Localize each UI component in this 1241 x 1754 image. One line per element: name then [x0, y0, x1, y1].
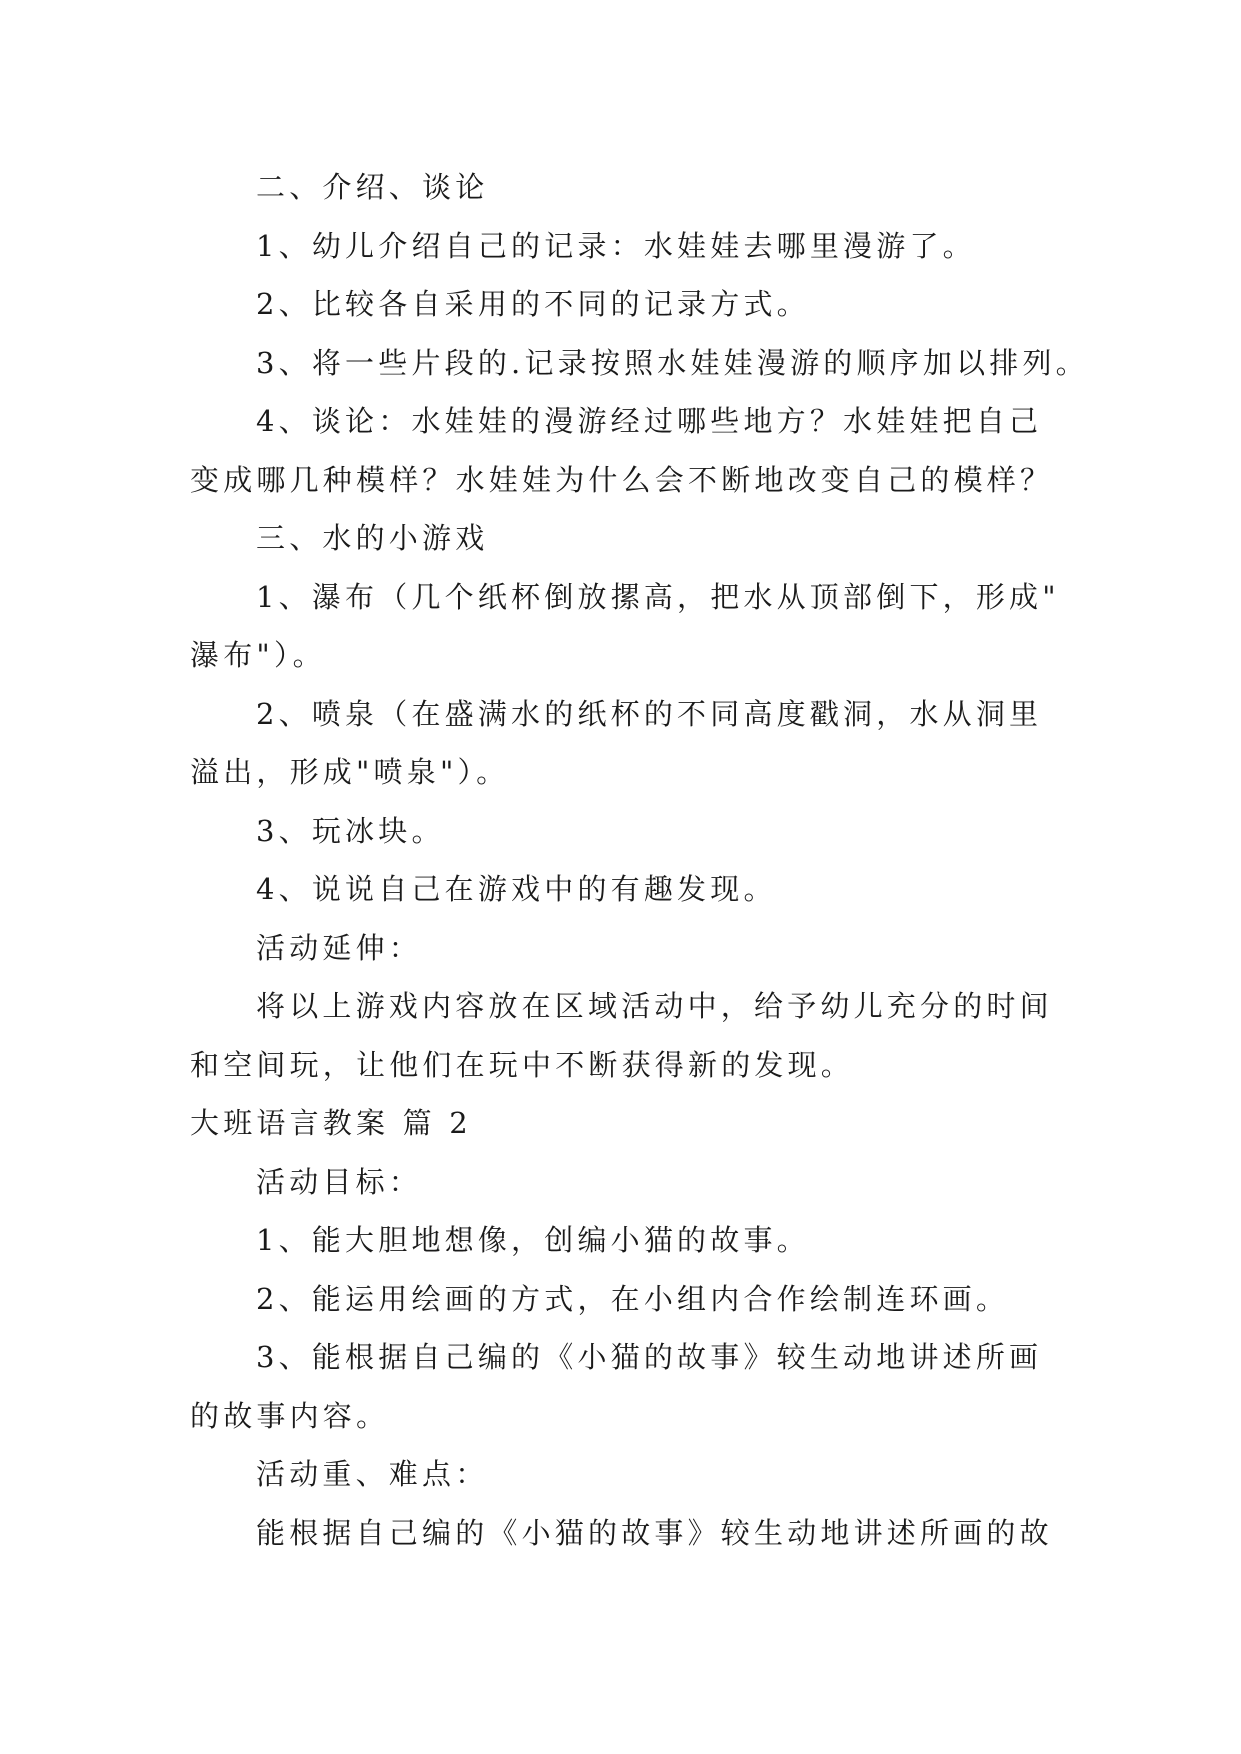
paragraph-line: 2、比较各自采用的不同的记录方式。 — [256, 287, 810, 321]
section-heading-activity-goals: 活动目标： — [256, 1164, 423, 1199]
paragraph-line: 瀑布"）。 — [190, 638, 326, 672]
lesson-plan-title: 大班语言教案 篇 2 — [190, 1106, 472, 1140]
paragraph-line: 1、瀑布（几个纸杯倒放摞高，把水从顶部倒下，形成" — [256, 579, 1060, 614]
paragraph-line: 将以上游戏内容放在区域活动中，给予幼儿充分的时间 — [256, 989, 1053, 1023]
section-heading-water-games: 三、水的小游戏 — [256, 521, 489, 555]
paragraph-line: 3、能根据自己编的《小猫的故事》较生动地讲述所画 — [256, 1340, 1043, 1374]
paragraph-line: 3、玩冰块。 — [256, 813, 445, 848]
paragraph-line: 1、能大胆地想像，创编小猫的故事。 — [256, 1223, 810, 1257]
paragraph-line: 2、能运用绘画的方式，在小组内合作绘制连环画。 — [256, 1281, 1010, 1316]
section-heading-introduce-discuss: 二、介绍、谈论 — [256, 170, 489, 204]
paragraph-line: 的故事内容。 — [190, 1398, 390, 1433]
document-body — [190, 158, 1089, 1562]
section-heading-key-difficult-points: 活动重、难点： — [256, 1457, 489, 1491]
paragraph-line: 变成哪几种模样？水娃娃为什么会不断地改变自己的模样？ — [190, 462, 1054, 497]
paragraph-line: 3、将一些片段的.记录按照水娃娃漫游的顺序加以排列。 — [256, 345, 1089, 380]
paragraph-line: 2、喷泉（在盛满水的纸杯的不同高度戳洞，水从洞里 — [256, 696, 1043, 731]
paragraph-line: 4、谈论：水娃娃的漫游经过哪些地方？水娃娃把自己 — [256, 404, 1043, 438]
paragraph-line: 溢出，形成"喷泉"）。 — [190, 755, 510, 789]
paragraph-line: 能根据自己编的《小猫的故事》较生动地讲述所画的故 — [256, 1515, 1053, 1550]
paragraph-line: 1、幼儿介绍自己的记录：水娃娃去哪里漫游了。 — [256, 228, 976, 263]
paragraph-line: 4、说说自己在游戏中的有趣发现。 — [256, 872, 777, 906]
paragraph-line: 和空间玩，让他们在玩中不断获得新的发现。 — [190, 1047, 855, 1082]
section-heading-activity-extension: 活动延伸： — [256, 930, 423, 965]
